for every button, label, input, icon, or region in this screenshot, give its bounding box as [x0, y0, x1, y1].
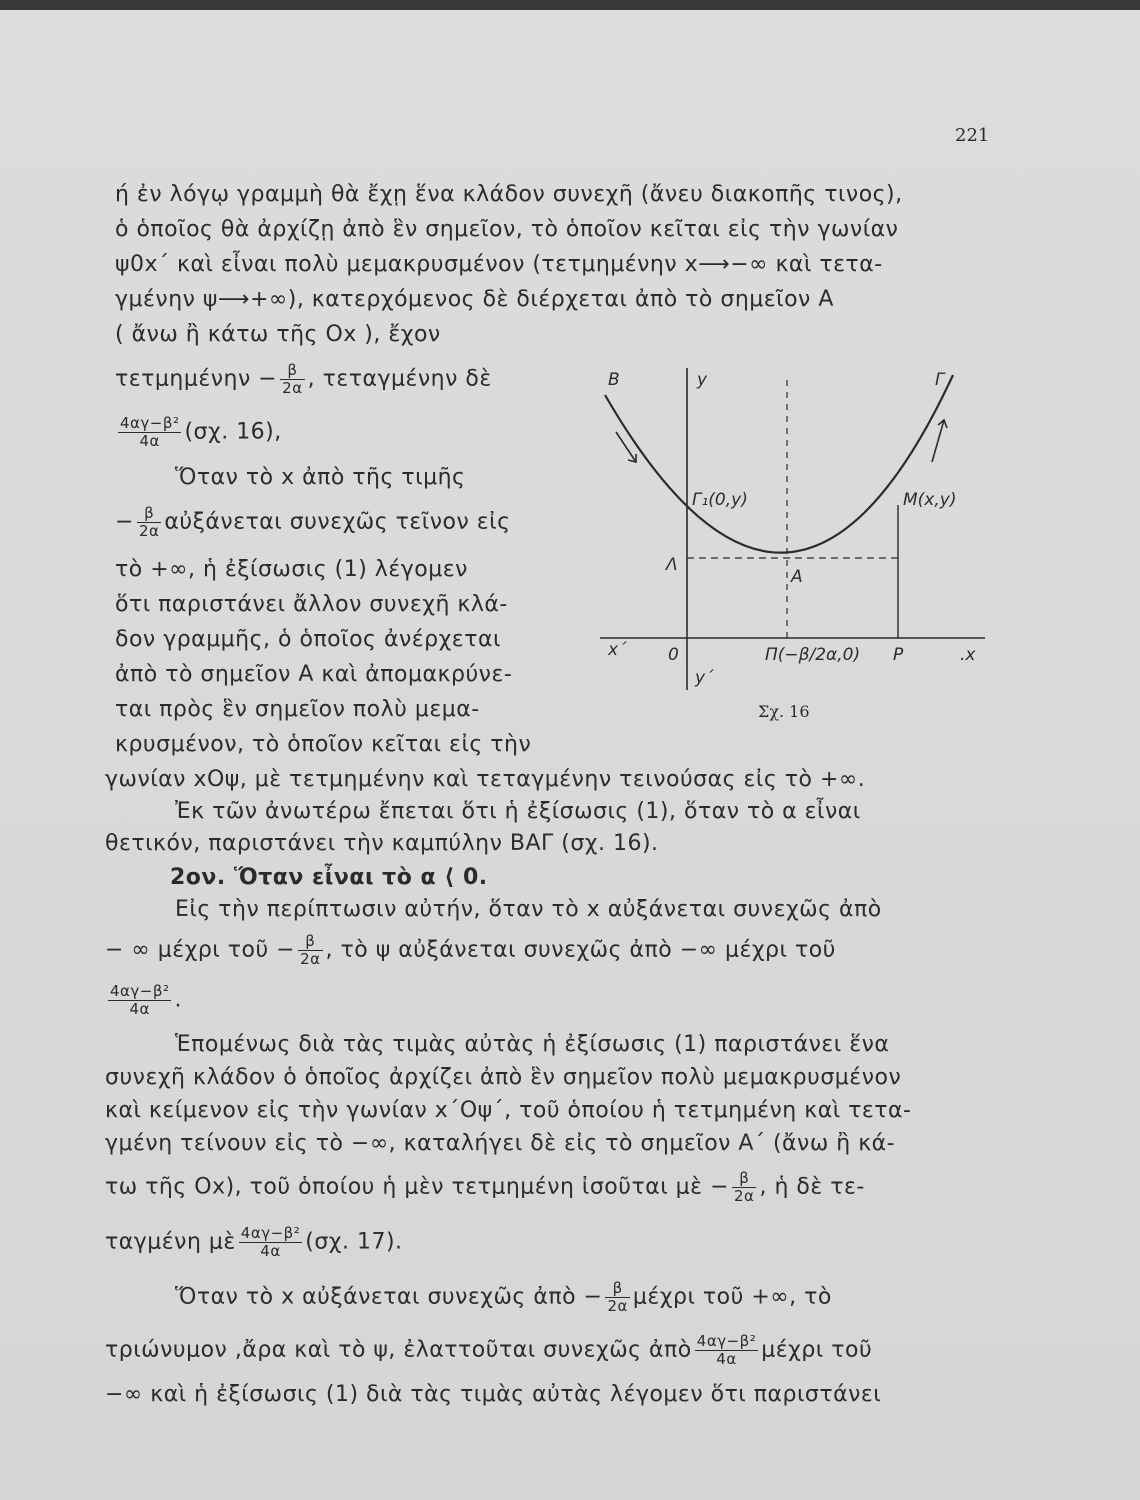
- text-line-31: −∞ καὶ ἡ ἐξίσωσις (1) διὰ τὰς τιμὰς αὐτὰς λέγομεν ὅτι παριστάνει: [105, 1382, 882, 1407]
- figure-caption: Σχ. 16: [758, 702, 810, 721]
- text-line-13: ἀπὸ τὸ σημεῖον Α καὶ ἀπομακρύνε-: [115, 662, 513, 687]
- text-line-24: συνεχῆ κλάδον ὁ ὁποῖος ἀρχίζει ἀπὸ ἓν σημεῖον πολὺ μεμακρυσμένον: [105, 1065, 902, 1090]
- fraction-num: 4αγ−β²: [240, 1224, 301, 1242]
- text-line-12: δον γραμμῆς, ὁ ὁποῖος ἀνέρχεται: [115, 627, 501, 652]
- text-line-29: [175, 1280, 832, 1315]
- fraction-abscissa: [732, 1170, 756, 1205]
- text-line-22-part2: .: [174, 987, 182, 1013]
- text-line-20: Εἰς τὴν περίπτωσιν αὐτήν, ὅταν τὸ x αὐξάνεται συνεχῶς ἀπὸ: [175, 897, 882, 922]
- fraction-ordinate: [239, 1225, 302, 1260]
- section-heading: 2ον. Ὅταν εἶναι τὸ α ⟨ 0.: [170, 865, 488, 890]
- text-line-28-part2: (σχ. 17).: [305, 1229, 403, 1255]
- label-M: M(x,y): [903, 490, 957, 510]
- arrowhead-down-left: [628, 454, 636, 462]
- arrow-up-right: [932, 420, 944, 462]
- text-line-16: γωνίαν xOψ, μὲ τετμημένην καὶ τεταγμένην τεινούσας εἰς τὸ +∞.: [105, 767, 866, 792]
- text-line-14: ται πρὸς ἓν σημεῖον πολὺ μεμα-: [115, 697, 480, 722]
- text-line-23: Ἑπομένως διὰ τὰς τιμὰς αὐτὰς ἡ ἐξίσωσις (1) παριστάνει ἕνα: [175, 1032, 890, 1057]
- fraction-num: β: [305, 932, 316, 950]
- parabola-curve: [605, 375, 953, 553]
- text-line-4: γμένην ψ⟶+∞), κατερχόμενος δὲ διέρχεται ἀπὸ τὸ σημεῖον Α: [115, 287, 834, 312]
- text-line-29-part2: μέχρι τοῦ +∞, τὸ: [632, 1284, 832, 1310]
- fraction-ordinate: [108, 983, 171, 1018]
- text-line-6-part2: , τεταγμένην δὲ: [307, 366, 492, 392]
- fraction-abscissa: [137, 505, 161, 540]
- label-P: P: [893, 645, 904, 665]
- text-line-26: γμένη τείνουν εἰς τὸ −∞, καταλήγει δὲ εἰς τὸ σημεῖον Α΄ (ἄνω ἢ κά-: [105, 1131, 896, 1156]
- scan-edge-shadow: [0, 0, 1140, 10]
- fraction-ordinate: [118, 415, 181, 450]
- fraction-abscissa: [280, 362, 304, 397]
- text-line-7-part2: (σχ. 16),: [184, 419, 282, 445]
- text-line-27-part2: , ἡ δὲ τε-: [759, 1174, 865, 1200]
- text-line-30: [105, 1333, 872, 1368]
- fraction-num: β: [739, 1169, 750, 1187]
- fraction-den: 4α: [695, 1350, 758, 1368]
- label-y-neg: y΄: [695, 668, 714, 688]
- text-line-22: [105, 983, 182, 1018]
- text-line-6-part1: τετμημένην −: [115, 366, 278, 392]
- text-line-5: ( ἄνω ἢ κάτω τῆς Ox ), ἔχον: [115, 322, 441, 347]
- label-G: Γ: [935, 370, 945, 390]
- label-x-neg: x΄: [608, 640, 627, 660]
- arrow-down-left: [616, 432, 636, 462]
- label-G1: Γ₁(0,y): [692, 490, 748, 510]
- text-line-21-part2: , τὸ ψ αὐξάνεται συνεχῶς ἀπὸ −∞ μέχρι τοῦ: [325, 937, 836, 963]
- fraction-den: 4α: [118, 432, 181, 450]
- text-line-30-part1: τριώνυμον ,ἄρα καὶ τὸ ψ, ἐλαττοῦται συνεχῶς ἀπὸ: [105, 1337, 692, 1363]
- fraction-num: β: [287, 361, 298, 379]
- label-B: B: [608, 370, 620, 390]
- fraction-den: 4α: [108, 1000, 171, 1018]
- arrowhead-up-right: [938, 420, 947, 428]
- text-line-9-part2: αὐξάνεται συνεχῶς τεῖνον εἰς: [164, 509, 511, 535]
- label-L: Λ: [666, 555, 678, 575]
- fraction-den: 2α: [734, 1187, 755, 1205]
- text-line-15: κρυσμένον, τὸ ὁποῖον κεῖται εἰς τὴν: [115, 732, 532, 757]
- fraction-num: 4αγ−β²: [120, 414, 180, 432]
- fraction-den: 2α: [300, 950, 321, 968]
- text-line-1: ή ἐν λόγῳ γραμμὴ θὰ ἔχῃ ἕνα κλάδον συνεχῆ (ἄνευ διακοπῆς τινος),: [115, 182, 903, 207]
- fraction-den: 2α: [138, 522, 160, 540]
- fraction-abscissa: [298, 933, 322, 968]
- text-line-29-part1: Ὅταν τὸ x αὐξάνεται συνεχῶς ἀπὸ −: [175, 1284, 603, 1310]
- page-number: 221: [955, 125, 990, 146]
- fraction-num: β: [612, 1279, 623, 1297]
- text-line-10: τὸ +∞, ἡ ἐξίσωσις (1) λέγομεν: [115, 557, 468, 582]
- text-line-21-part1: − ∞ μέχρι τοῦ −: [105, 937, 296, 963]
- text-line-28: [105, 1225, 403, 1260]
- text-line-3: ψ0x΄ καὶ εἶναι πολὺ μεμακρυσμένον (τετμημένην x⟶−∞ καὶ τετα-: [115, 252, 883, 277]
- text-line-8: Ὅταν τὸ x ἀπὸ τῆς τιμῆς: [175, 465, 466, 490]
- text-line-6: [115, 362, 492, 397]
- fraction-num: 4αγ−β²: [696, 1332, 757, 1350]
- text-line-17: Ἐκ τῶν ἀνωτέρω ἔπεται ὅτι ἡ ἐξίσωσις (1), ὅταν τὸ α εἶναι: [175, 799, 861, 824]
- text-line-9-part1: −: [115, 509, 134, 535]
- text-line-28-part1: ταγμένη μὲ: [105, 1229, 236, 1255]
- fraction-den: 2α: [607, 1297, 628, 1315]
- text-line-27-part1: τω τῆς Ox), τοῦ ὁποίου ἡ μὲν τετμημένη ἰσοῦται μὲ −: [105, 1174, 730, 1200]
- text-line-27: [105, 1170, 865, 1205]
- text-line-2: ὁ ὁποῖος θὰ ἀρχίζῃ ἀπὸ ἓν σημεῖον, τὸ ὁποῖον κεῖται εἰς τὴν γωνίαν: [115, 217, 899, 242]
- label-y: y: [697, 370, 708, 390]
- fraction-den: 2α: [282, 379, 303, 397]
- fraction-ordinate: [695, 1333, 758, 1368]
- label-A: A: [791, 567, 803, 587]
- text-line-9: [115, 505, 511, 540]
- text-line-21: [105, 933, 836, 968]
- text-line-18: θετικόν, παριστάνει τὴν καμπύλην ΒΑΓ (σχ. 16).: [105, 831, 659, 856]
- label-Pi: Π(−β/2α,0): [765, 645, 861, 665]
- fraction-num: 4αγ−β²: [110, 982, 170, 1000]
- fraction-abscissa: [605, 1280, 629, 1315]
- text-line-7: [115, 415, 282, 450]
- text-line-11: ὅτι παριστάνει ἄλλον συνεχῆ κλά-: [115, 592, 508, 617]
- text-line-30-part2: μέχρι τοῦ: [761, 1337, 873, 1363]
- fraction-num: β: [144, 504, 155, 522]
- text-line-25: καὶ κείμενον εἰς τὴν γωνίαν x΄Oψ΄, τοῦ ὁποίου ἡ τετμημένη καὶ τετα-: [105, 1098, 912, 1123]
- label-O: 0: [668, 645, 679, 665]
- fraction-den: 4α: [239, 1242, 302, 1260]
- label-x-pos: .x: [960, 645, 976, 665]
